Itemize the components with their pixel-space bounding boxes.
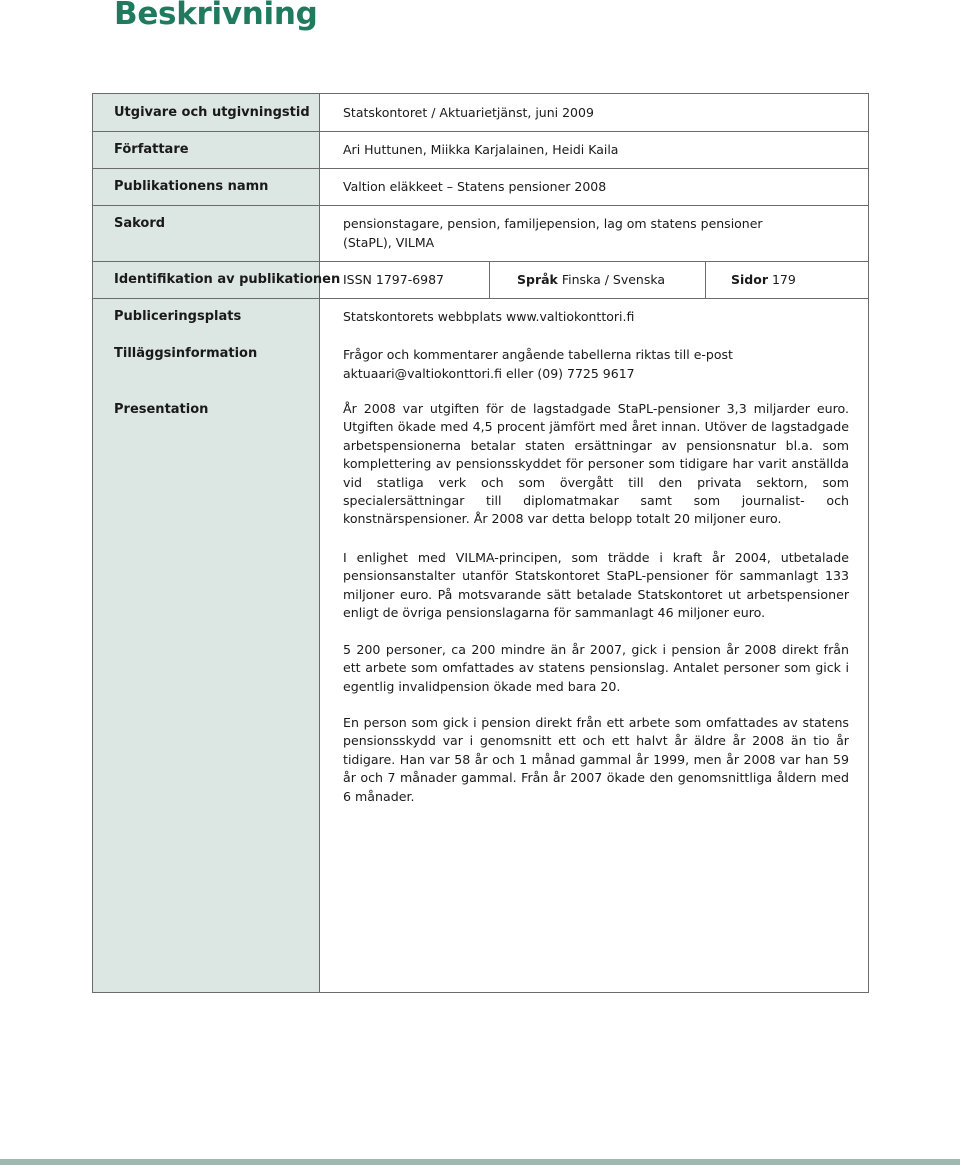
pages-label: Sidor <box>731 272 768 287</box>
presentation-paragraph-1: År 2008 var utgiften för de lagstadgade StaPL-pensioner 3,3 miljarder euro. Utgiften ökade med 4,5 procent jämfört med året innan. Utöver de lagstadgade arbetspensionerna betalar staten ersättningar av pensionsnatur bl.a. som komplettering av pensionsskyddet för personer som tidigare har varit anställda vid statliga verk och som övergått till den privata sektorn, som specialersättningar till diplomatmakar samt som journalist- och konstnärspensioner. År 2008 var detta belopp totalt 20 miljoner euro. <box>343 401 849 527</box>
metadata-table <box>92 93 869 993</box>
row-divider <box>93 261 868 262</box>
additional-info-value: Frågor och kommentarer angående tabellerna riktas till e-post aktuaari@valtiokonttori.fi eller (09) 7725 9617 <box>343 347 733 381</box>
publisher-label: Utgivare och utgivningstid <box>114 105 310 120</box>
publication-place-label: Publiceringsplats <box>114 309 242 324</box>
language-cell <box>517 270 697 289</box>
cell-divider <box>489 261 490 298</box>
row-divider <box>93 168 868 169</box>
page-title: Beskrivning <box>114 0 318 32</box>
cell-divider <box>705 261 706 298</box>
footer-rule <box>0 1159 960 1165</box>
additional-info-label: Tilläggsinformation <box>114 346 258 361</box>
pages-cell <box>731 270 851 289</box>
publication-place-value: Statskontorets webbplats www.valtiokonttori.fi <box>343 309 635 324</box>
identification-label: Identifikation av publikationen <box>114 272 341 287</box>
publication-name-value: Valtion eläkkeet – Statens pensioner 2008 <box>343 179 607 194</box>
presentation-paragraph-4: En person som gick i pension direkt från ett arbete som omfattades av statens pensionsskydd var i genomsnitt ett och ett halvt år äldre år 2008 än tio år tidigare. Han var 58 år och 1 månad gammal år 1999, men år 2008 var han 59 år och 7 månader gammal. Från år 2007 ökade den genomsnittliga åldern med 6 månader. <box>343 715 849 804</box>
author-value: Ari Huttunen, Miikka Karjalainen, Heidi Kaila <box>343 142 619 157</box>
publisher-value: Statskontoret / Aktuarietjänst, juni 2009 <box>343 105 594 120</box>
language-label: Språk <box>517 272 558 287</box>
keywords-value: pensionstagare, pension, familjepension, lag om statens pensioner (StaPL), VILMA <box>343 216 763 250</box>
keywords-label: Sakord <box>114 216 166 231</box>
row-divider <box>93 205 868 206</box>
publication-name-label: Publikationens namn <box>114 179 269 194</box>
presentation-paragraph-2: I enlighet med VILMA-principen, som trädde i kraft år 2004, utbetalade pensionsanstalter utanför Statskontoret StaPL-pensioner för sammanlagt 133 miljoner euro. På motsvarande sätt betalade Statskontoret ut arbetspensioner enligt de övriga pensionslagarna för sammanlagt 46 miljoner euro. <box>343 550 849 621</box>
language-value: Finska / Svenska <box>561 272 666 287</box>
row-divider <box>93 131 868 132</box>
pages-value: 179 <box>771 272 796 287</box>
author-label: Författare <box>114 142 189 157</box>
issn-value: ISSN 1797-6987 <box>343 272 445 287</box>
presentation-paragraph-3: 5 200 personer, ca 200 mindre än år 2007, gick i pension år 2008 direkt från ett arbete som omfattades av statens pensionslag. Antalet personer som gick i egentlig invalidpension ökade med bara 20. <box>343 642 849 694</box>
presentation-label: Presentation <box>114 402 209 417</box>
row-divider <box>93 298 868 299</box>
